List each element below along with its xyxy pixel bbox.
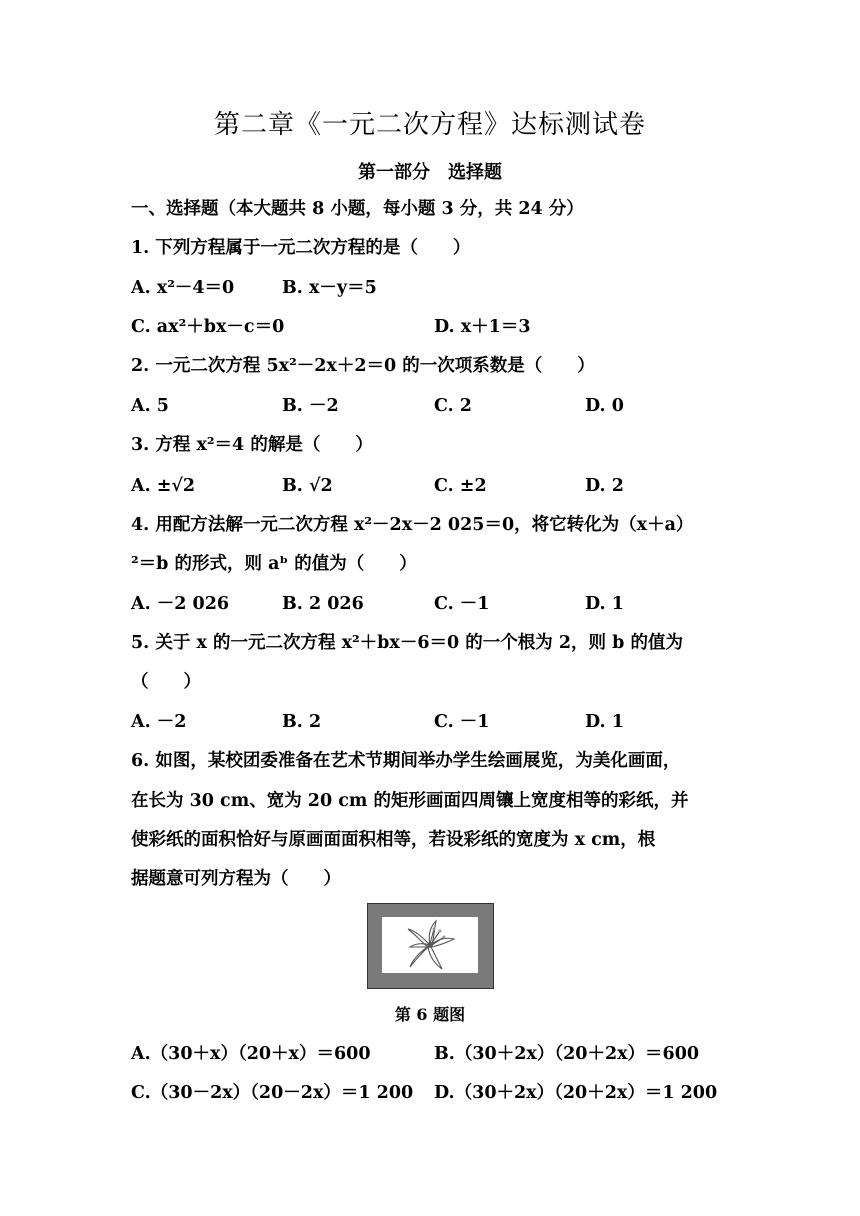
part-heading: 第一部分 选择题 [358,162,502,183]
question-2-option-b: B. －2 [282,396,339,416]
question-6-option-c: C.（30－2x）（20－2x）＝1 200 [131,1083,414,1103]
question-5-option-c: C. －1 [434,712,490,732]
question-6-option-b: B.（30＋2x）（20＋2x）＝600 [434,1044,700,1064]
question-4-stem-line-1: 4. 用配方法解一元二次方程 x²－2x－2 025＝0，将它转化为（x＋a） [131,515,694,535]
question-4-option-a: A. －2 026 [131,594,230,614]
question-2-option-a: A. 5 [131,396,169,416]
question-6-option-a: A.（30＋x）（20＋x）＝600 [131,1044,371,1064]
question-3-stem: 3. 方程 x²＝4 的解是（ ） [131,435,373,455]
question-1-option-c: C. ax²＋bx－c＝0 [131,317,285,337]
question-6-stem-line-4: 据题意可列方程为（ ） [131,869,341,889]
question-6-stem-line-3: 使彩纸的面积恰好与原画面面积相等，若设彩纸的宽度为 x cm，根 [131,830,656,850]
question-6-stem-line-1: 6. 如图，某校团委准备在艺术节期间举办学生绘画展览，为美化画面， [131,751,681,771]
question-2-stem: 2. 一元二次方程 5x²－2x＋2＝0 的一次项系数是（ ） [131,356,595,376]
question-3-option-d: D. 2 [585,476,624,496]
question-1-option-b: B. x－y＝5 [282,278,377,298]
question-1-stem: 1. 下列方程属于一元二次方程的是（ ） [131,238,471,258]
question-3-option-c: C. ±2 [434,476,487,496]
question-5-option-a: A. －2 [131,712,187,732]
question-3-option-b: B. √2 [282,476,333,496]
question-5-option-d: D. 1 [585,712,624,732]
section-heading: 一、选择题（本大题共 8 小题，每小题 3 分，共 24 分） [131,199,584,219]
question-4-option-d: D. 1 [585,594,624,614]
question-3-option-a: A. ±√2 [131,476,196,496]
question-1-option-a: A. x²－4＝0 [131,278,235,298]
question-4-stem-line-2: ²＝b 的形式，则 aᵇ 的值为（ ） [131,554,417,574]
question-6-stem-line-2: 在长为 30 cm、宽为 20 cm 的矩形画面四周镶上宽度相等的彩纸，并 [131,791,689,811]
lily-flower-icon [382,917,478,973]
question-1-option-d: D. x＋1＝3 [434,317,531,337]
question-2-option-d: D. 0 [585,396,624,416]
painting-canvas [382,917,478,973]
question-4-option-b: B. 2 026 [282,594,364,614]
question-5-stem-line-1: 5. 关于 x 的一元二次方程 x²＋bx－6＝0 的一个根为 2，则 b 的值为 [131,633,683,653]
question-5-option-b: B. 2 [282,712,322,732]
painting-frame-figure [367,903,494,989]
page-title: 第二章《一元二次方程》达标测试卷 [213,110,646,140]
figure-caption: 第 6 题图 [394,1005,466,1024]
question-6-option-d: D.（30＋2x）（20＋2x）＝1 200 [434,1083,718,1103]
question-2-option-c: C. 2 [434,396,472,416]
question-4-option-c: C. －1 [434,594,490,614]
question-5-stem-line-2: （ ） [131,672,201,692]
